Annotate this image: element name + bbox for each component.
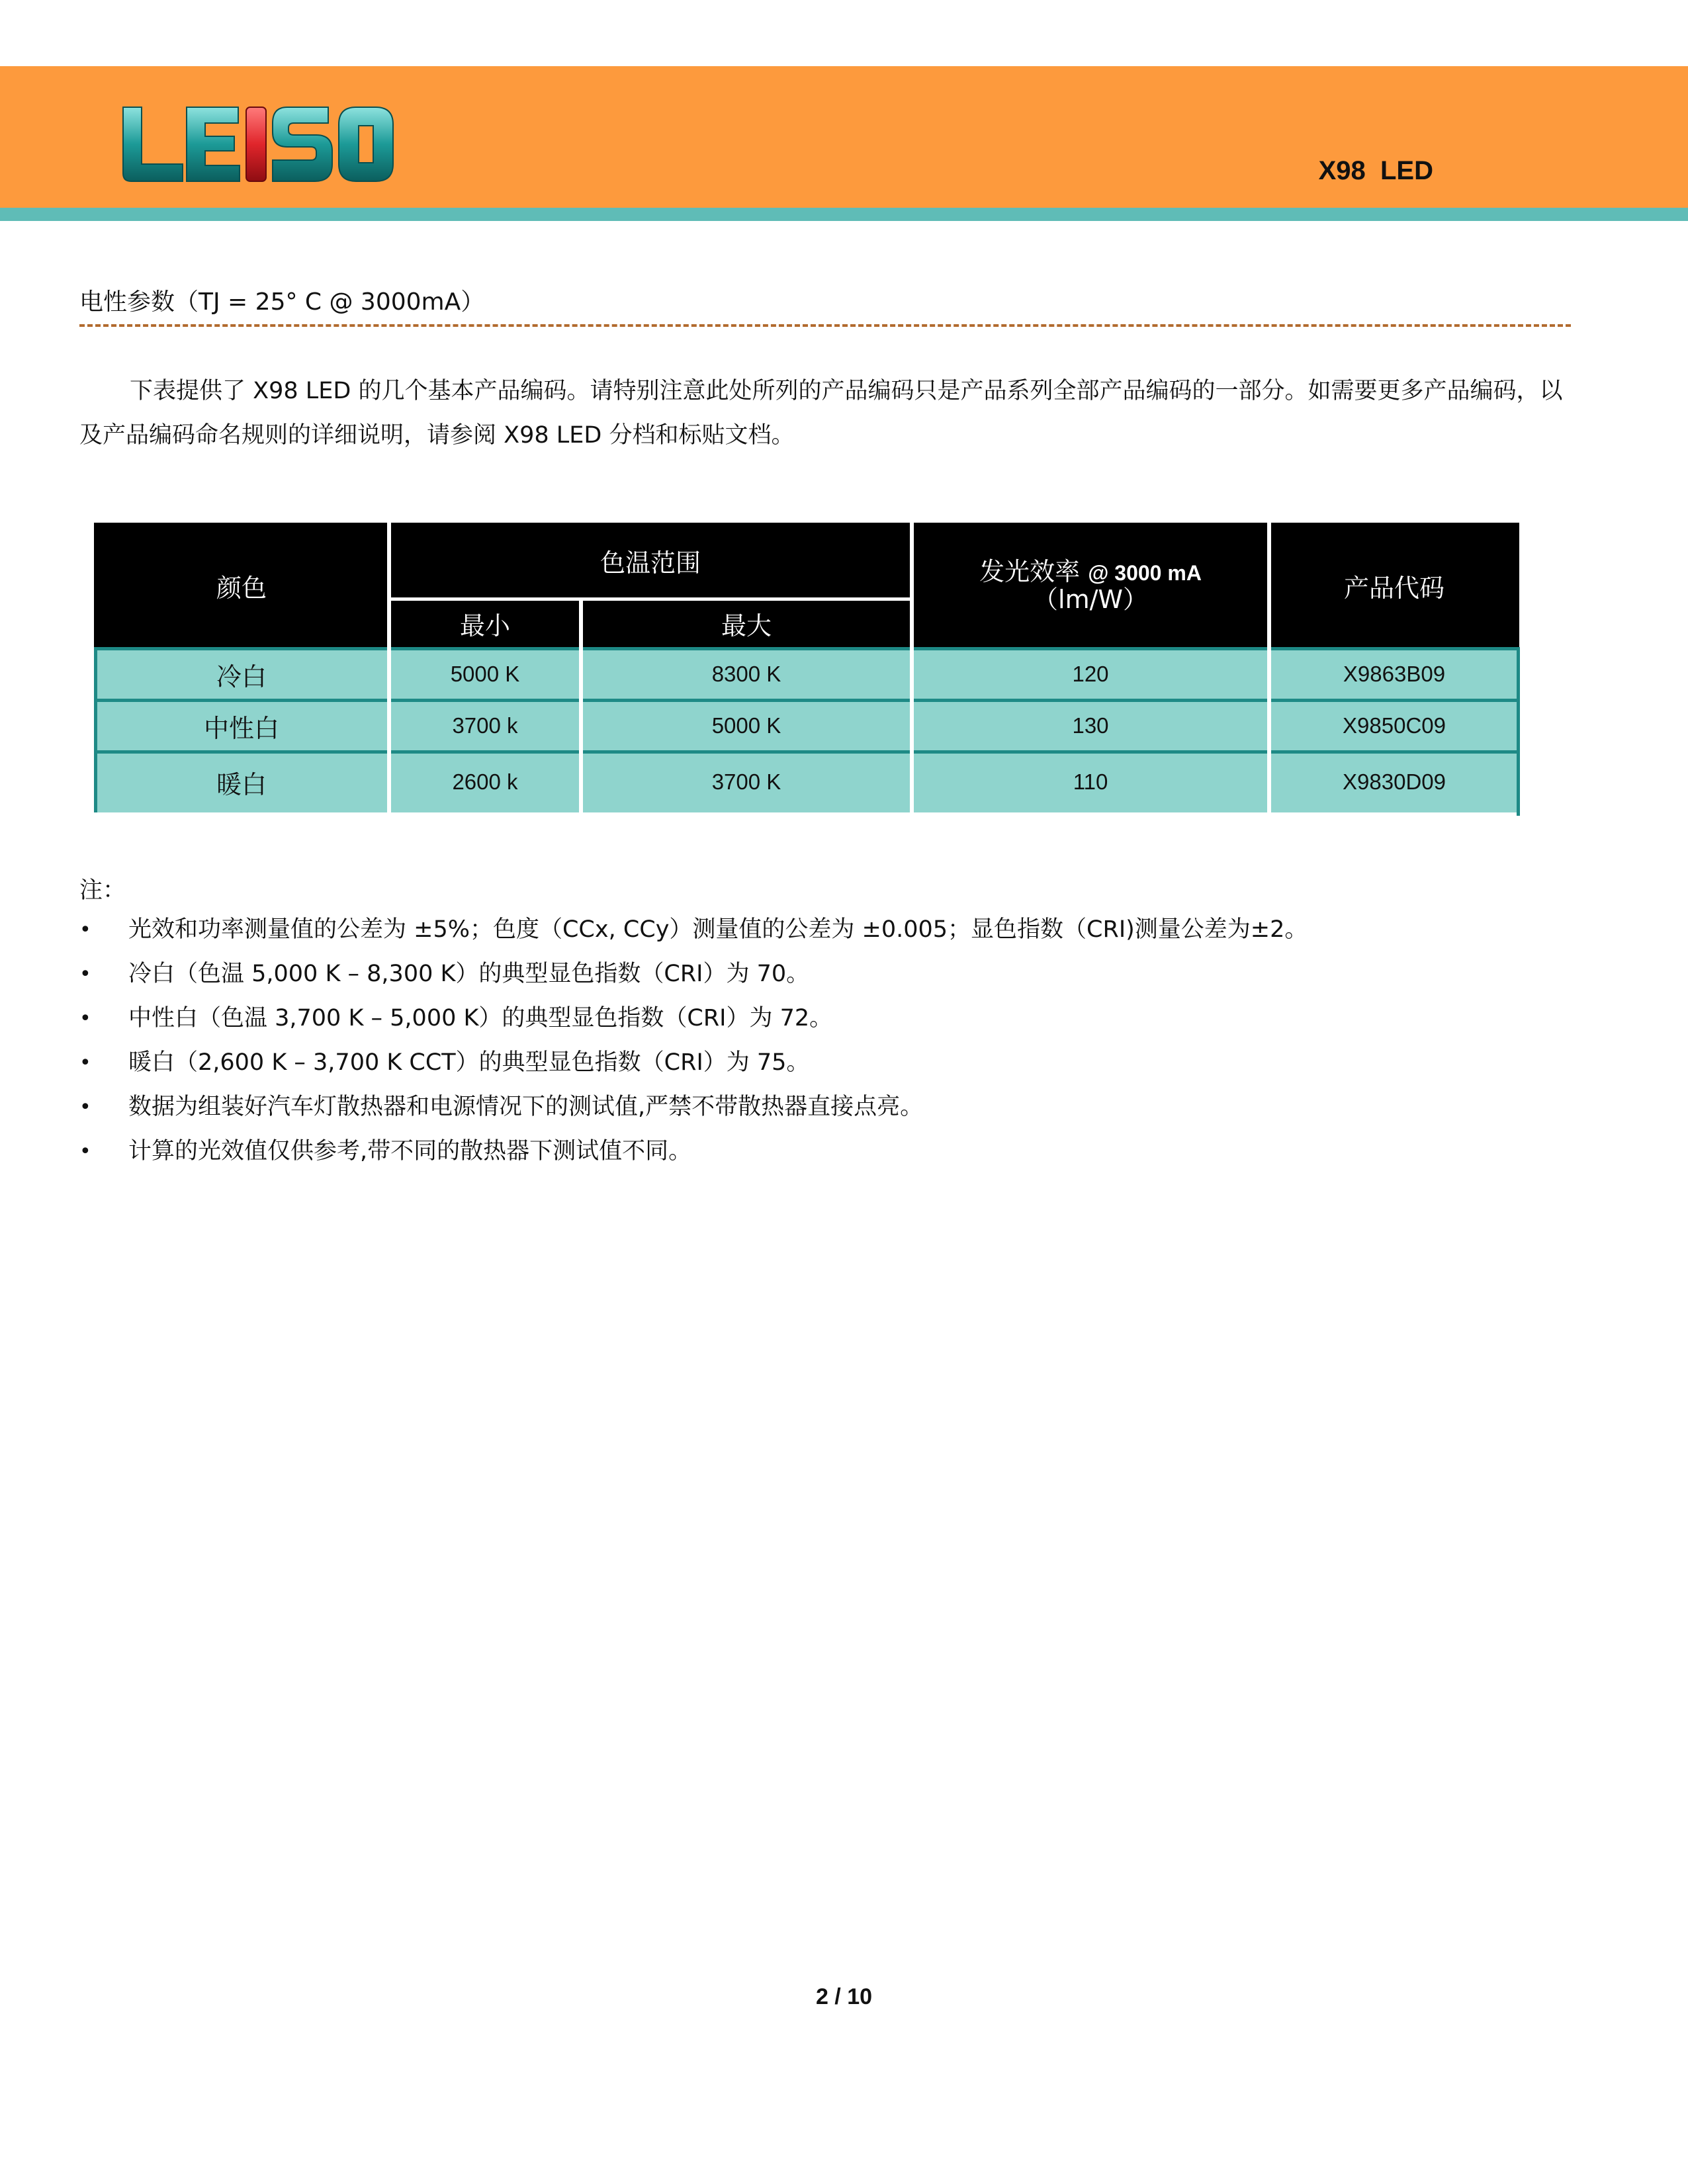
note-text: 冷白（色温 5,000 K – 8,300 K）的典型显色指数（CRI）为 70。 bbox=[128, 961, 810, 987]
column-divider bbox=[387, 523, 391, 812]
note-text: 光效和功率测量值的公差为 ±5%；色度（CCx, CCy）测量值的公差为 ±0.005；显色指数（CRI)测量公差为±2。 bbox=[128, 916, 1308, 943]
intro-paragraph: 下表提供了 X98 LED 的几个基本产品编码。请特别注意此处所列的产品编码只是产品系列全部产品编码的一部分。如需要更多产品编码，以及产品编码命名规则的详细说明，请参阅 X98 LED 分档和标贴文档。 bbox=[79, 378, 1563, 449]
note-item bbox=[79, 1041, 1308, 1085]
row-1-max: 8300 K bbox=[581, 648, 912, 700]
bullet: • bbox=[79, 963, 91, 986]
row-2-code: X9850C09 bbox=[1269, 700, 1519, 752]
column-divider bbox=[1267, 523, 1271, 812]
header-min: 最小 bbox=[389, 599, 581, 648]
notes-list bbox=[79, 908, 1308, 1174]
row-2-max: 5000 K bbox=[581, 700, 912, 752]
note-text: 计算的光效值仅供参考,带不同的散热器下测试值不同。 bbox=[128, 1138, 692, 1164]
header-efficacy-cond: @ 3000 mA bbox=[1088, 561, 1202, 585]
note-item bbox=[79, 1085, 1308, 1129]
row-2-efficacy: 130 bbox=[912, 700, 1269, 752]
column-divider bbox=[579, 599, 583, 812]
row-2-min: 3700 k bbox=[389, 700, 581, 752]
notes-title: 注： bbox=[79, 877, 126, 904]
note-text: 中性白（色温 3,700 K – 5,000 K）的典型显色指数（CRI）为 72。 bbox=[128, 1005, 833, 1031]
header-efficacy bbox=[912, 523, 1269, 648]
dashed-divider bbox=[79, 324, 1571, 327]
row-separator bbox=[94, 750, 1519, 754]
row-3-max: 3700 K bbox=[581, 752, 912, 812]
header-max: 最大 bbox=[581, 599, 912, 648]
note-item bbox=[79, 1129, 1308, 1174]
note-text: 暖白（2,600 K – 3,700 K CCT）的典型显色指数（CRI）为 75。 bbox=[128, 1049, 810, 1076]
page-number: 2 / 10 bbox=[815, 1984, 873, 2009]
bullet: • bbox=[79, 1051, 91, 1074]
row-1-code: X9863B09 bbox=[1269, 648, 1519, 700]
header-color: 颜色 bbox=[94, 523, 389, 648]
bullet: • bbox=[79, 1007, 91, 1030]
product-code-table bbox=[94, 523, 1519, 816]
header-cct-range: 色温范围 bbox=[389, 523, 912, 599]
table-left-edge bbox=[94, 647, 97, 812]
row-3-efficacy: 110 bbox=[912, 752, 1269, 812]
row-1-min: 5000 K bbox=[389, 648, 581, 700]
leiso-logo bbox=[118, 98, 396, 188]
header-stripe bbox=[0, 208, 1688, 221]
row-3-min: 2600 k bbox=[389, 752, 581, 812]
table-right-edge bbox=[1517, 647, 1520, 816]
bullet: • bbox=[79, 1140, 91, 1163]
header-efficacy-unit: （lm/W） bbox=[1033, 585, 1148, 614]
note-item bbox=[79, 996, 1308, 1041]
row-1-efficacy: 120 bbox=[912, 648, 1269, 700]
row-1-color: 冷白 bbox=[94, 648, 389, 700]
header-code: 产品代码 bbox=[1269, 523, 1519, 648]
note-item bbox=[79, 908, 1308, 952]
column-divider bbox=[910, 523, 914, 812]
bullet: • bbox=[79, 1096, 91, 1119]
row-3-code: X9830D09 bbox=[1269, 752, 1519, 812]
bullet: • bbox=[79, 918, 91, 941]
section-title: 电性参数（TJ = 25° C @ 3000mA） bbox=[79, 288, 485, 316]
header-divider bbox=[389, 597, 912, 601]
row-separator bbox=[94, 699, 1519, 702]
note-text: 数据为组装好汽车灯散热器和电源情况下的测试值,严禁不带散热器直接点亮。 bbox=[128, 1094, 924, 1120]
note-item bbox=[79, 952, 1308, 996]
header-efficacy-label: 发光效率 bbox=[979, 557, 1081, 586]
row-separator bbox=[94, 647, 1519, 650]
row-2-color: 中性白 bbox=[94, 700, 389, 752]
row-3-color: 暖白 bbox=[94, 752, 389, 812]
product-name: X98 LED bbox=[1318, 156, 1433, 185]
